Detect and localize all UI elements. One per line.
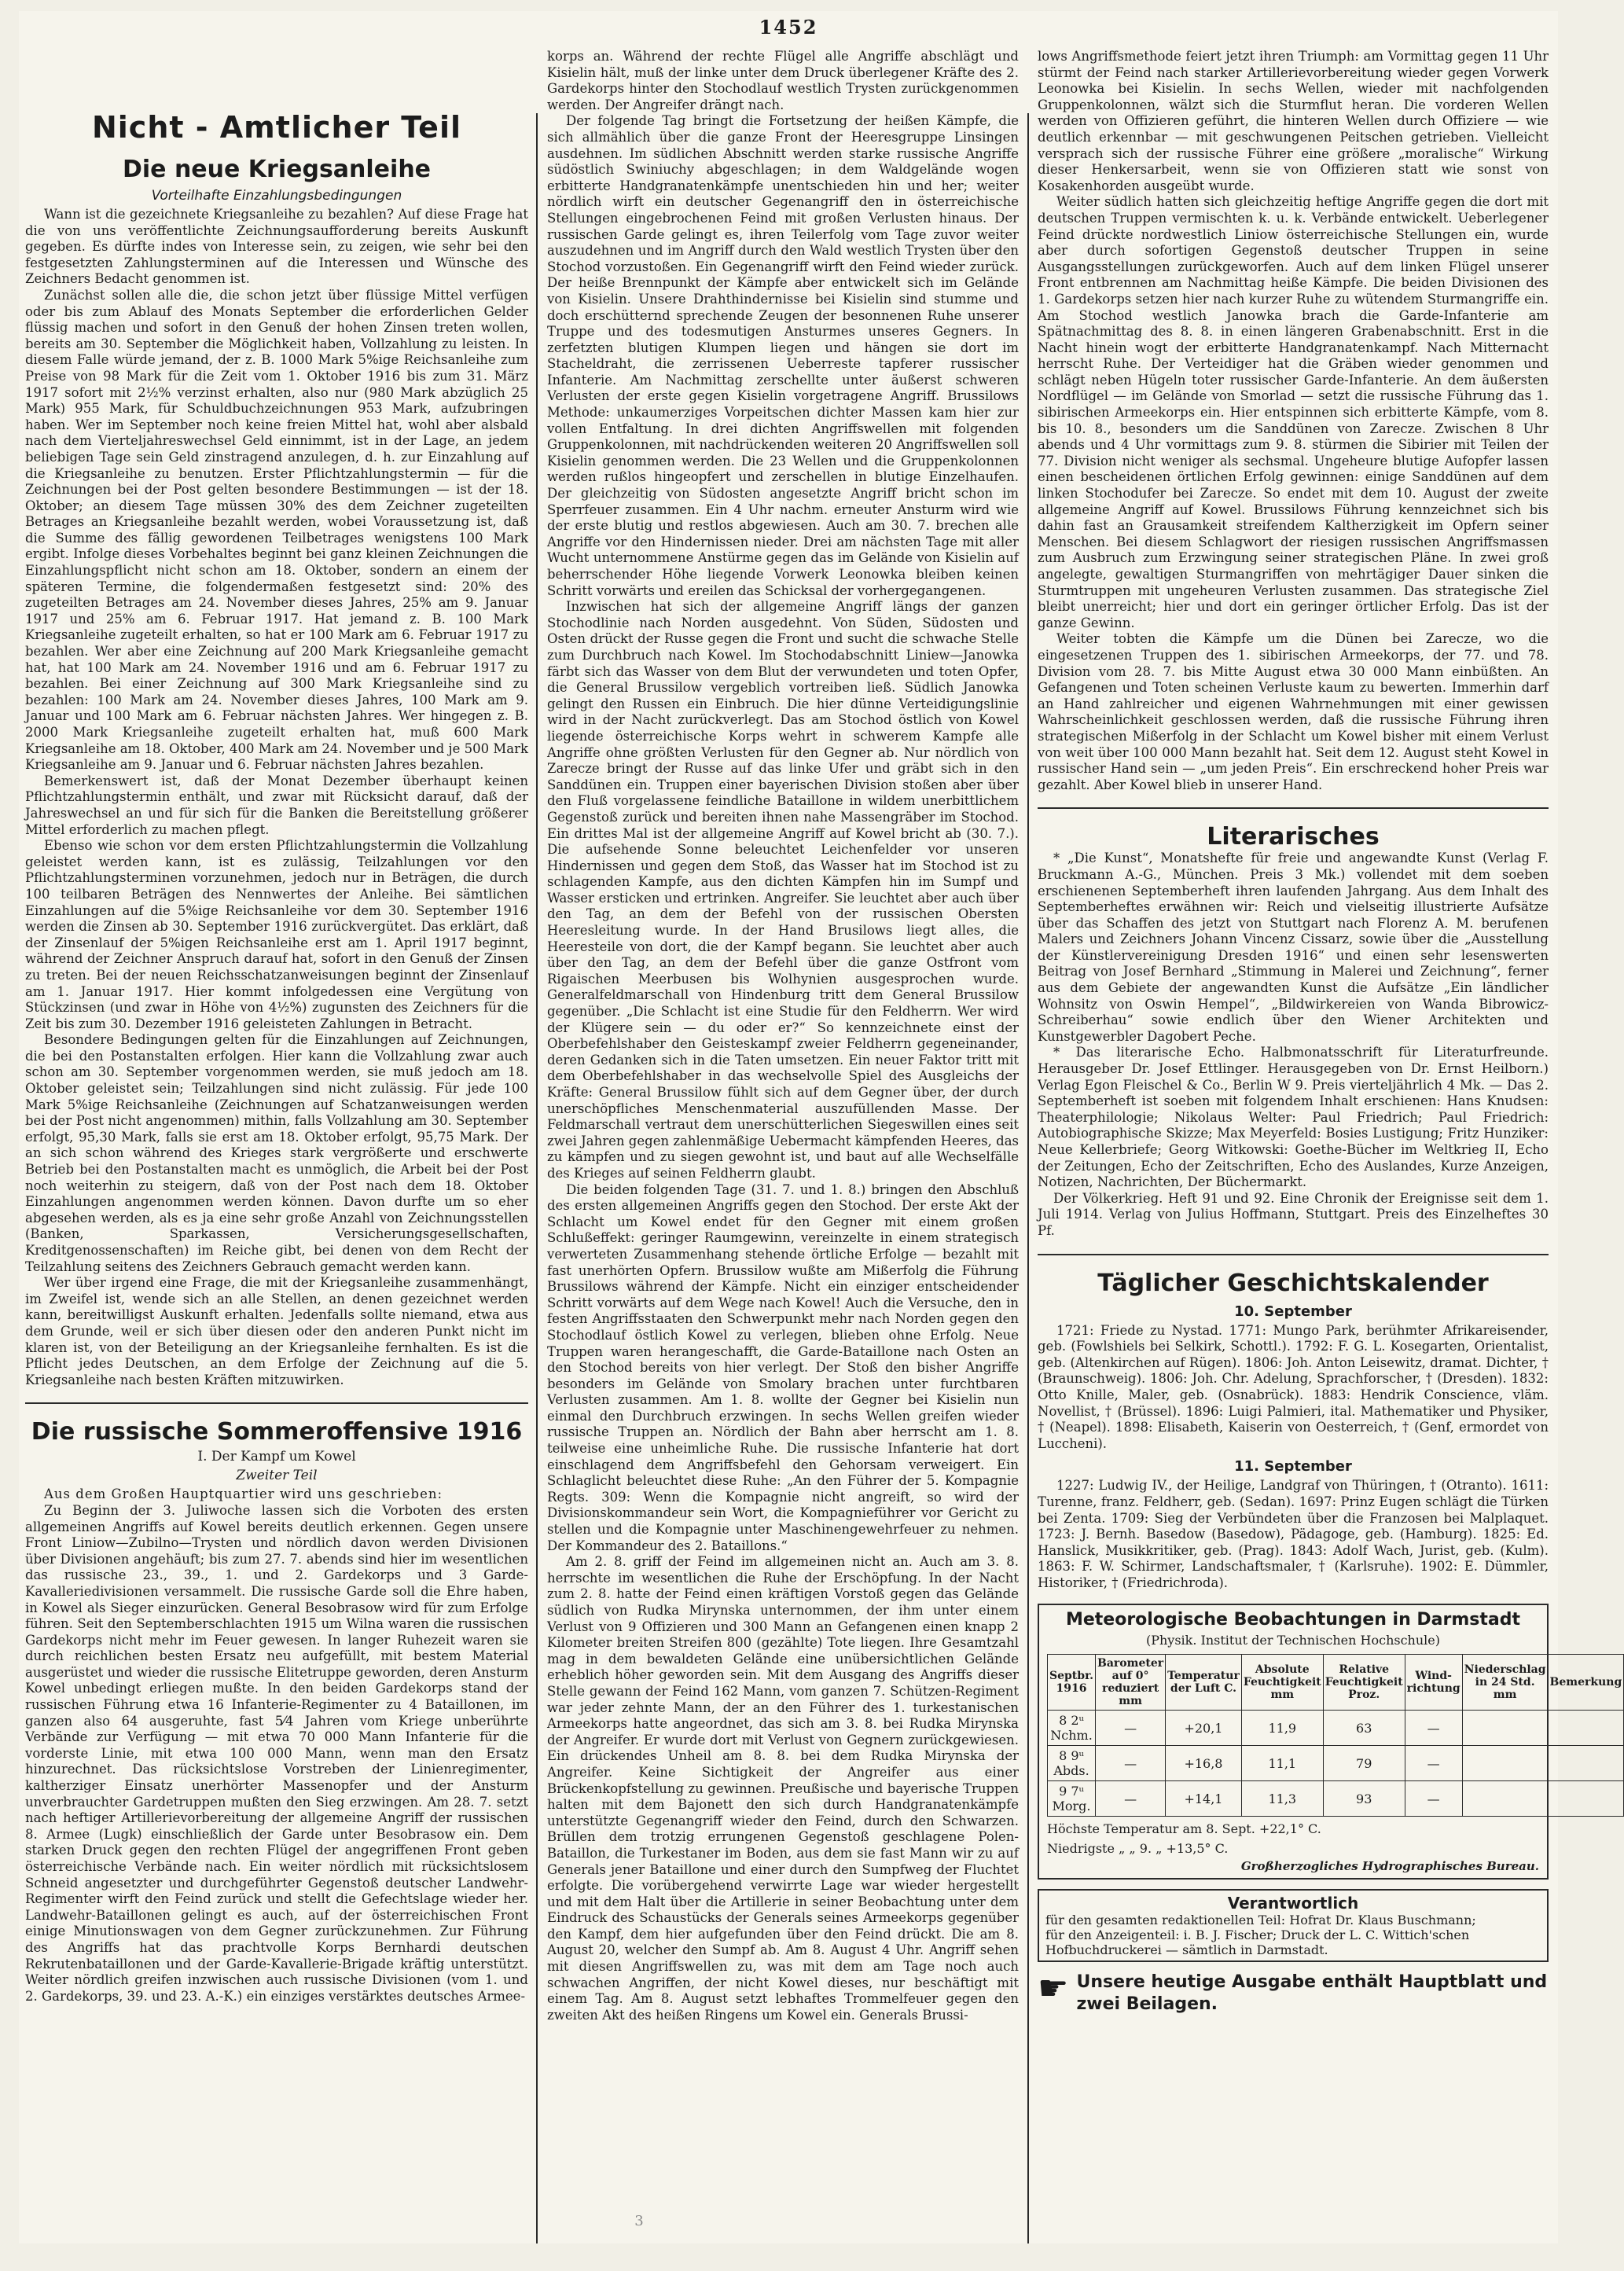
weather-subtitle: (Physik. Institut der Technischen Hochschule) — [1145, 1633, 1440, 1648]
table-cell: +16,8 — [1166, 1746, 1242, 1781]
column-header: Niederschlag in 24 Std. mm — [1462, 1655, 1548, 1711]
newspaper-page — [19, 11, 1622, 2243]
column-header: Wind-richtung — [1405, 1655, 1462, 1711]
calendar-entry: 1227: Ludwig IV., der Heilige, Landgraf von Thüringen, † (Otranto). 1611: Turenne, franz. Feldherr, geb. (Sedan). 1697: Prinz Eugen schlägt die Türken bei Zenta. 1709: Sieg der Verbündeten über die Franzosen bei Malplaquet. 1723: J. Bernh. Basedow (Basedow), Pädagoge, geb. (Hamburg). 1825: Ed. Hanslick, Musikkritiker, geb. (Prag). 1843: Adolf Wach, Jurist, geb. (Kulm). 1863: F. W. Schirmer, Landschaftsmaler, † (Karlsruhe). 1902: E. Dümmler, Historiker, † (Friedrichroda). — [1038, 1478, 1549, 1590]
edition-notice-text: Unsere heutige Ausgabe enthält Hauptblatt und zwei Beilagen. — [1076, 1972, 1548, 2015]
table-row — [1048, 1711, 1624, 1746]
table-cell — [1462, 1746, 1548, 1781]
paragraph: Wann ist die gezeichnete Kriegsanleihe zu bezahlen? Auf diese Frage hat die von uns veröffentlichte Zeichnungsaufforderung bereits Auskunft gegeben. Es dürfte indes von Interesse sein, zu zeigen, wie sehr bei den festgesetzten Zahlungsterminen auf die Interessen und Wünsche des Zeichners Bedacht genommen ist. — [25, 207, 528, 287]
column-header: Bemerkung — [1548, 1655, 1624, 1711]
paragraph: korps an. Während der rechte Flügel alle Angriffe abschlägt und Kisielin hält, muß der linke unter dem Druck überlegener Kräfte des 2. Gardekorps hinter den Stochodlauf westlich Trysten zurückgenommen werden. Der Angreifer drängt nach. — [547, 49, 1019, 112]
responsibility-line: für den gesamten redaktionellen Teil: Hofrat Dr. Klaus Buschmann; — [1045, 1913, 1476, 1928]
table-cell: 11,9 — [1241, 1711, 1323, 1746]
paragraph: Ebenso wie schon vor dem ersten Pflichtzahlungstermin die Vollzahlung geleistet werden kann, ist es zulässig, Teilzahlungen vor den Pflichtzahlungsterminen vorzunehmen, jedoch nur in Beträgen, die durch 100 teilbaren Beträgen des Nennwertes der Anleihe. Bei sämtlichen Einzahlungen auf die 5%ige Reichsanleihe vor dem 30. September 1916 werden die Zinsen ab 30. September 1916 zurückvergütet. Das erklärt, daß der Zinsenlauf der 5%igen Reichsanleihe erst am 1. April 1917 beginnt, während der Zeichner Anspruch darauf hat, sofort in den Genuß der Zinsen zu treten. Bei der neuen Reichsschatzanweisungen beginnt der Zinsenlauf am 1. Januar 1917. Hier kommt infolgedessen eine Vergütung von Stückzinsen (und zwar in Höhe von 4½%) zugunsten des Zeichners für die Zeit bis zum 30. Dezember 1916 geleisteten Zahlungen in Betracht. — [25, 838, 528, 1031]
paragraph: Der Völkerkrieg. Heft 91 und 92. Eine Chronik der Ereignisse seit dem 1. Juli 1914. Verlag von Julius Hoffmann, Stuttgart. Preis des Einzelheftes 30 Pf. — [1038, 1190, 1549, 1238]
article-title-kriegsanleihe: Die neue Kriegsanleihe — [122, 156, 432, 183]
table-cell: 11,1 — [1241, 1746, 1323, 1781]
edition-notice — [1038, 1968, 1549, 2016]
table-cell: +20,1 — [1166, 1711, 1242, 1746]
article-body-kriegsanleihe — [25, 207, 528, 1388]
paragraph: Die beiden folgenden Tage (31. 7. und 1. 8.) bringen den Abschluß des ersten allgemeinen Angriffs gegen den Stochod. Der erste Akt der Schlacht um Kowel endet für den Gegner mit einem großen Schlußeffekt: geringer Raumgewinn, vereinzelte in einem strategisch verwerteten Zusammenhang stehende örtliche Erfolge — bezahlt mit fast unerhörten Opfern. Brussilow wußte am Mißerfolg die Führung Brussilows während der Kämpfe. Nicht ein einziger entscheidender Schritt vorwärts auf dem Wege nach Kowel! Auch die Versuche, den in festen Angriffsstaaten den Schwerpunkt mehr nach Norden gegen den Stochodlauf östlich Kowel zu verlegen, blieben ohne Erfolg. Neue Truppen waren herangeschafft, die Garde-Bataillone nach Osten an den Stochod bereits von hier verlegt. Der Stoß den bisher Angriffe besonders im Gelände von Smolary brachen unter furchtbaren Verlusten zusammen. Am 1. 8. wollte der Gegner bei Kisielin nun einmal den Durchbruch erzwingen. In sechs Wellen greifen wieder russische Truppen an. Nördlich der Bahn aber herrscht am 1. 8. teilweise eine unheimliche Ruhe. Die russische Infanterie hat dort einschlagend dem Angriffsbefehl den Gehorsam verweigert. Ein Schlaglicht beleuchtet diese Ruhe: „An den Führer der 5. Kompagnie Regts. 309: Wenn die Kompagnie nicht angreift, so wird der Divisionskommandeur sein Wort, die Kompagnieführer vor Gericht zu stellen und die Kompagnie unter Maschinengewehrfeuer zu nehmen. Der Kommandeur des 2. Bataillons.“ — [547, 1181, 1019, 1553]
weather-box — [1038, 1604, 1622, 1880]
column-header: Absolute Feuchtigkeit mm — [1241, 1655, 1323, 1711]
table-row — [1048, 1746, 1624, 1781]
literary-section — [1038, 851, 1549, 1239]
paragraph: Weiter tobten die Kämpfe um die Dünen bei Zarecze, wo die eingesetzenen Truppen des 1. sibirischen Armeekorps, der 77. und 78. Division vom 28. 7. bis Mitte August etwa 30 000 Mann einbüßten. An Gefangenen und Toten scheinen Verluste kaum zu bewerten. Immerhin darf an Hand zahlreicher und eigenen Wahrnehmungen mit einer gewissen Wahrscheinlichkeit geschlossen werden, daß die russische Führung ihren strategischen Mißerfolg in der Schlacht um Kowel bisher mit einem Verlust von weit über 100 000 Mann bezahlt hat. Seit dem 12. August steht Kowel in russischer Hand sein — „um jeden Preis“. Ein erschreckend hoher Preis war gezahlt. Aber Kowel blieb in unserer Hand. — [1038, 631, 1549, 792]
paragraph: Zunächst sollen alle die, die schon jetzt über flüssige Mittel verfügen oder bis zum Ablauf des Monats September die erforderlichen Gelder flüssig machen und sofort in den Genuß der hohen Zinsen treten wollen, bereits am 30. September die Möglichkeit haben, Vollzahlung zu leisten. In diesem Falle würde jemand, der z. B. 1000 Mark 5%ige Reichsanleihe zum Preise von 98 Mark für die Zeit vom 1. Oktober 1916 bis zum 31. März 1917 sofort mit 2½% verzinst erhalten, also nur (980 Mark abzüglich 25 Mark) 955 Mark, für Schuldbuchzeichnungen 953 Mark, aufzubringen haben. Wer im September noch keine freien Mittel hat, wohl aber alsbald nach dem Vierteljahreswechsel Geld einnimmt, ist in der Lage, an jedem beliebigen Tage sein Geld zinstragend anzulegen, d. h. zur Einzahlung auf die Kriegsanleihe zu benutzen. Erster Pflichtzahlungstermin — für die Zeichnungen bei der Post gelten besondere Bestimmungen — ist der 18. Oktober; an diesem Tage müssen 30% des dem Zeichner zugeteilten Betrages an Kriegsanleihe bezahlt werden, wobei Voraussetzung ist, daß die Summe des fällig gewordenen Teilbetrages wenigstens 100 Mark ergibt. Infolge dieses Vorbehaltes beginnt bei ganz kleinen Zeichnungen die Einzahlungspflicht nicht schon am 18. Oktober, sondern an einem der späteren Termine, die folgendermaßen festgesetzt sind: 20% des zugeteilten Betrages am 24. November dieses Jahres, 25% am 9. Januar 1917 und 25% am 6. Februar 1917. Hat jemand z. B. 100 Mark Kriegsanleihe zugeteilt erhalten, so hat er 100 Mark am 6. Februar 1917 zu bezahlen. Wer aber eine Zeichnung auf 200 Mark Kriegsanleihe gemacht hat, hat 100 Mark am 24. November 1916 und am 6. Februar 1917 zu bezahlen. Bei einer Zeichnung auf 300 Mark Kriegsanleihe sind zu bezahlen: 100 Mark am 24. November dieses Jahres, 100 Mark am 9. Januar und 100 Mark am 6. Februar nächsten Jahres. Wer hingegen z. B. 2000 Mark Kriegsanleihe zugeteilt erhalten hat, muß 600 Mark Kriegsanleihe am 18. Oktober, 400 Mark am 24. November und je 500 Mark Kriegsanleihe am 9. Januar und 6. Februar nächsten Jahres bezahlen. — [25, 287, 528, 773]
divider — [1038, 807, 1549, 809]
calendar-day: 11. September — [1234, 1458, 1352, 1475]
page-number: 1452 — [759, 16, 818, 39]
paragraph: lows Angriffsmethode feiert jetzt ihren Triumph: am Vormittag gegen 11 Uhr stürmt der Feind nach starker Artillerievorbereitung wieder gegen Vorwerk Leonowka bei Kisielin. In sechs Wellen, wieder mit nachfolgenden Gruppenkolonnen, wälzt sich die Sturmflut heran. Die vorderen Wellen werden von Offizieren geführt, die hinteren Wellen durch Offiziere — wie deutlich erkennbar — mit geschwungenen Peitschen getrieben. Vielleicht versprach sich der russische Führer eine größere „moralische“ Wirkung dieser Henkersarbeit, wenn sie von Offizieren statt wie sonst von Kosakenhorden ausgeübt wurde. — [1038, 49, 1549, 193]
responsibility-box — [1038, 1889, 1549, 1962]
min-temperature: Niedrigste „ „ 9. „ +13,5° C. — [1047, 1841, 1229, 1857]
paragraph: Am 2. 8. griff der Feind im allgemeinen nicht an. Auch am 3. 8. herrschte im wesentlichen die Ruhe der Erschöpfung. In der Nacht zum 2. 8. hatte der Feind einen kräftigen Vorstoß gegen das Gelände südlich von Rudka Mirynska unternommen, der ihm unter einem Verlust von 9 Offizieren und 300 Mann an Gefangenen einen knapp 2 Kilometer breiten Streifen 800 (gezählte) Tote liegen. Ihre Gesamtzahl mag in dem bewaldeten Gelände eine unübersichtlichen Gelände erheblich höher geworden sein. Mit dem Ausgang des Angriffs dieser Stelle gewann der Feind 162 Mann, vom ganzen 7. Schützen-Regiment war jeder zehnte Mann, der an den Führer des 1. turkestanischen Armeekorps hatte angeordnet, das sich am 3. 8. bei Rudka Mirynska der Angreifer. Er wurde dort mit Verlust von Gegnern zurückgewiesen. Ein drückendes Unheil am 8. 8. bei dem Rudka Mirynska der Angreifer. Keine Sichtigkeit der Angreifer aus einer Brückenkopfstellung zu gewinnen. Preußische und bayerische Truppen halten mit dem Bajonett den sich durch Handgranatenkämpfe unterstützte Gegenangriff wieder den Feind, durch den Schwarzen. Brüllen dem trotzig errungenen Gegenstoß geschlagene Polen-Bataillon, die Turkestaner im Boden, aus dem sie fast Mann wir zu auf Generals jener Bataillone und einer durch den Sumpfweg der Fluchtet erfolgte. Die vorübergehend verwirrte Lage war wieder hergestellt und mit dem Halt über die Artillerie in seiner Beobachtung unter dem Eindruck des Schaustücks der Generals seines Armeekorps gegenüber den Kampf, dem hier aufgefunden über den Feind drückt. Die am 8. August 20, welcher den Sumpf ab. Am 8. August 4 Uhr. Angriff sehen mit diesen Angriffswellen zu, was mit dem am Tage noch auch schwachen Angriffen, der nicht Kowel dieses, nur beschäftigt mit einem Tag. Am 8. August setzt lebhaftes Trommelfeuer gegen den zweiten Akt des heißen Ringens um Kowel ein. Generals Brussi- — [547, 1554, 1019, 2023]
divider — [1038, 1254, 1549, 1255]
column-header: Septbr. 1916 — [1048, 1655, 1096, 1711]
paragraph: Besondere Bedingungen gelten für die Einzahlungen auf Zeichnungen, die bei den Postanstalten erfolgen. Hier kann die Vollzahlung zwar auch schon am 30. September vorgenommen werden, sie muß jedoch am 18. Oktober geleistet sein; Teilzahlungen sind nicht zulässig. Für jede 100 Mark 5%ige Reichsanleihe (Zeichnungen auf Schatzanweisungen werden bei der Post nicht angenommen) mithin, falls Vollzahlung am 30. September erfolgt, 95,30 Mark, falls sie erst am 18. Oktober erfolgt, 95,75 Mark. Der an sich schon während des Krieges stark vergrößerte und erschwerte Betrieb bei den Postanstalten macht es unmöglich, die Arbeit bei der Post noch weiterhin zu steigern, daß von der Post nach dem 18. Oktober Einzahlungen angenommen werden können. Davon durfte um so eher abgesehen werden, als es ja eine sehr große Anzahl von Zeichnungsstellen (Banken, Sparkassen, Versicherungsgesellschaften, Kreditgenossenschaften) im Reiche gibt, bei denen von dem Recht der Teilzahlung seitens des Zeichners Gebrauch gemacht werden kann. — [25, 1032, 528, 1274]
table-cell: 11,3 — [1241, 1781, 1323, 1817]
paragraph: Wer über irgend eine Frage, die mit der Kriegsanleihe zusammenhängt, im Zweifel ist, wende sich an alle Stellen, an denen gezeichnet werden kann, bereitwilligst Auskunft erhalten. Jedenfalls sollte niemand, etwa aus dem Grunde, weil er sich über diesen oder den anderen Punkt nicht im klaren ist, von der Beteiligung an der Kriegsanleihe fernhalten. Es ist die Pflicht jedes Deutschen, an dem Erfolge der Zeichnung auf die 5. Kriegsanleihe nach besten Kräften mitzuwirken. — [25, 1275, 528, 1387]
table-cell: 8 2ᵘ Nchm. — [1048, 1711, 1096, 1746]
paragraph: Zu Beginn der 3. Juliwoche lassen sich die Vorboten des ersten allgemeinen Angriffs auf Kowel bereits deutlich erkennen. Gegen unsere Front Liniow—Zubilno—Trysten und nördlich davon werden Divisionen über Divisionen angehäuft; bis zum 27. 7. abends sind hier im wesentlichen das russische 23., 39., 1. und 2. Gardekorps und 3 Garde-Kavalleriedivisionen versammelt. Die russische Garde soll die Ehre haben, in Kowel als Sieger einzurücken. General Besobrasow wird für zum Erfolge führen. Seit den Septemberschlachten 1915 um Wilna waren die russischen Gardekorps nicht mehr im Feuer gewesen. In langer Ruhezeit waren sie durch reichlichen besten Ersatz neu aufgefüllt, mit bestem Material ausgerüstet und wieder die russische Elitetruppe geworden, deren Ansturm Kowel unbedingt erliegen mußte. In den beiden Gardekorps stand der russischen Führung etwa 16 Infanterie-Regimenter zu 4 Bataillonen, im ganzen also 64 ausgeruhte, fast 5⁄4 Jahren vom Kriege unberührte Verbände zur Verfügung — mit etwa 70 000 Mann Infanterie für die vorderste Linie, mit etwa 100 000 Mann, wenn man den Ersatz hinzurechnet. Das rücksichtslose Vorstreben der Linienregimenter, kaltherziger Einsatz unerhörter Massenopfer und der Ansturm unverbrauchter Gardetruppen mußten den Sieg erzwingen. Am 28. 7. setzt nach heftiger Artillerievorbereitung der allgemeine Angriff der russischen 8. Armee (Lugk) einschließlich der Garde unter Besobrasow ein. Dem starken Druck gegen den rechten Flügel der angegriffenen Front geben österreichische Verbände nach. Ein weiter nördlich mit rücksichtslosem Schneid angesetzter und durchgeführter Gegenstoß deutscher Landwehr-Regimenter wirft den Feind zurück und stellt die Gefechtslage wieder her. Landwehr-Bataillonen gelingt es auch, auf der österreichischen Front einige Minutionswagen von dem Gegner zurückzunehmen. Zur Führung des Angriffs hat das prachtvolle Korps Bernhardi deutschen Rekrutenbataillonen und der Garde-Kavallerie-Brigade kräftig unterstützt. Weiter nördlich greifen inzwischen auch russische Divisionen (vom 1. und 2. Gardekorps, 39. und 23. A.-K.) ein einziges verstärktes deutsches Armee- — [25, 1502, 528, 2004]
article-subtitle-kriegsanleihe: Vorteilhafte Einzahlungsbedingungen — [151, 188, 402, 204]
column-2 — [547, 49, 1019, 2243]
table-cell: — — [1405, 1711, 1462, 1746]
article-subtitle-kowel: I. Der Kampf um Kowel — [197, 1449, 356, 1465]
column-3 — [1038, 49, 1622, 2243]
column-header: Relative Feuchtigkeit Proz. — [1323, 1655, 1405, 1711]
paragraph: Der folgende Tag bringt die Fortsetzung der heißen Kämpfe, die sich allmählich über die ganze Front der Heeresgruppe Linsingen ausdehnen. Im südlichen Abschnitt werden starke russische Angriffe südöstlich Swiniuchy abgeschlagen; in dem Waldgelände wogen erbitterte Handgranatenkämpfe unentschieden hin und her; weiter nördlich wirft ein deutscher Gegenangriff den in österreichische Stellungen eingebrochenen Feind mit großen Verlusten hinaus. Der russischen Garde gelingt es, ihren Teilerfolg vom Tage zuvor weiter auszudehnen und im Angriff durch den Wald westlich Trysten über den Stochod vorzustoßen. Ein Gegenangriff wirft den Feind wieder zurück. Der heiße Brennpunkt der Kämpfe aber entwickelt sich im Gelände von Kisielin. Unsere Drahthindernisse bei Kisielin sind stumme und doch erschütternd sprechende Zeugen der besonnenen Ruhe unserer Truppe und des todesmutigen Ansturmes unseres Gegners. In zerfetzten blutigen Klumpen liegen und hängen sie dort im Stacheldraht, die zerrissenen Ueberreste tapferer russischer Infanterie. Am Nachmittag zerschellte unter äußerst schweren Verlusten der erste gegen Kisielin vorgetragene Angriff. Brussilows Methode: unkaumerziges Vorpeitschen dichter Massen kam hier zur vollen Entfaltung. In drei dichten Angriffswellen mit folgenden Gruppenkolonnen, mit nachdrückenden weiteren 20 Angriffswellen soll Kisielin genommen werden. Die 23 Wellen und die Gruppenkolonnen werden rußlos hingeopfert und zerschellen in blutige Einzelhaufen. Der gleichzeitig von Südosten angesetzte Angriff bricht schon im Sperrfeuer zusammen. Ein 4 Uhr nachm. erneuter Ansturm wird wie der erste blutig und restlos abgewiesen. Auch am 30. 7. brechen alle Angriffe vor den Hindernissen nieder. Drei am nächsten Tage mit aller Wucht unternommene Anstürme gegen das im Gelände von Kisielin auf beherrschender Höhe liegende Vorwerk Leonowka bleiben keinen Schritt vorwärts und ereilen das Schicksal der vorhergegangenen. — [547, 113, 1019, 598]
article-title-sommeroffensive: Die russische Sommeroffensive 1916 — [31, 1418, 523, 1446]
table-cell: — — [1405, 1781, 1462, 1817]
table-cell — [1462, 1781, 1548, 1817]
table-cell: — — [1405, 1746, 1462, 1781]
column-1 — [25, 49, 528, 2243]
byline: Aus dem Großen Hauptquartier wird uns geschrieben: — [44, 1486, 443, 1502]
paragraph: Weiter südlich hatten sich gleichzeitig heftige Angriffe gegen die dort mit deutschen Truppen vermischten k. u. k. Verbände entwickelt. Ueberlegener Feind drückte nordwestlich Liniow österreichische Stellungen ein, wurde aber durch sofortigen Gegenstoß deutscher Truppen in seine Ausgangsstellungen zurückgeworfen. Auch auf dem linken Flügel unserer Front entbrennen am Nachmittag heiße Kämpfe. Die beiden Divisionen des 1. Gardekorps setzen hier nach kurzer Ruhe zu wütendem Sturmangriffe ein. Am Stochod westlich Janowka brach die Garde-Infanterie am Spätnachmittag des 8. 8. in einen längeren Grabenabschnitt. Erst in die Nacht hinein wogt der erbitterte Handgranatenkampf. Nach Mitternacht herrscht Ruhe. Der Verteidiger hat die Gräben wieder genommen und schlägt neben Hügeln toter russischer Garde-Infanterie. An dem äußersten Nordflügel — im Gelände von Smorlad — setzt die russische Führung das 1. sibirischen Armeekorps ein. Hier entspinnen sich erbitterte Kämpfe, vom 8. bis 10. 8., besonders um die Sanddünen von Zarecze. Zwischen 8 Uhr abends und 4 Uhr vormittags zum 9. 8. stürmen die Sibirier mit Teilen der 77. Division nicht weniger als sechsmal. Ungeheure blutige Aufopfer lassen einen bescheidenen örtlichen Erfolg gewinnen: einige Sanddünen auf dem linken Stochodufer bei Zarecze. So endet mit dem 10. August der zweite allgemeine Angriff auf Kowel. Brussilows Führung kennzeichnet sich bis dahin fast an Grausamkeit streifendem Kaltherzigkeit im Opfern seiner Menschen. Bei diesem Schlagwort der riesigen russischen Angriffsmassen zum Ausbruch zum Erzwingung seiner strategischen Pläne. In zwei groß angelegte, gewaltigen Sturmangriffen von mehrtägiger Dauer sinken die Sturmtruppen mit ungeheuren Verlusten zusammen. Das strategische Ziel bleibt unerreicht; hier und dort ein geringer örtlicher Erfolg. Das ist der ganze Gewinn. — [1038, 194, 1549, 630]
table-cell — [1548, 1746, 1624, 1781]
responsibility-line: für den Anzeigenteil: i. B. J. Fischer; Druck der L. C. Wittich'schen Hofbuchdruckerei — sämtlich in Darmstadt. — [1045, 1927, 1470, 1958]
table-row — [1048, 1781, 1624, 1817]
table-cell: +14,1 — [1166, 1781, 1242, 1817]
table-cell: 9 7ᵘ Morg. — [1048, 1781, 1096, 1817]
table-cell — [1548, 1711, 1624, 1746]
column-rule — [536, 113, 538, 2243]
section-title: Nicht - Amtlicher Teil — [91, 110, 462, 145]
table-cell — [1548, 1781, 1624, 1817]
calendar-title: Täglicher Geschichtskalender — [1097, 1269, 1489, 1297]
calendar-entry: 1721: Friede zu Nystad. 1771: Mungo Park, berühmter Afrikareisender, geb. (Fowlshiels bei Selkirk, Schottl.). 1792: F. G. L. Kosegarten, Orientalist, geb. (Altenkirchen auf Rügen). 1806: Joh. Anton Leisewitz, dramat. Dichter, † (Braunschweig). 1806: Joh. Chr. Adelung, Sprachforscher, † (Dresden). 1832: Otto Knille, Maler, geb. (Osnabrück). 1883: Hendrik Conscience, vläm. Novellist, † (Brüssel). 1896: Luigi Palmieri, ital. Mathematiker und Physiker, † (Neapel). 1898: Elisabeth, Kaiserin von Oesterreich, † (Genf, ermordet von Luccheni). — [1038, 1322, 1549, 1451]
bureau-credit: Großherzogliches Hydrographisches Bureau. — [1240, 1859, 1539, 1874]
table-cell: 79 — [1323, 1746, 1405, 1781]
paragraph: Bemerkenswert ist, daß der Monat Dezember überhaupt keinen Pflichtzahlungstermin enthält, und zwar mit Rücksicht darauf, daß der Jahreswechsel an und für sich für die Banken die Bereitstellung größerer Mittel erforderlich zu machen pflegt. — [25, 773, 528, 837]
pointing-hand-icon: ☛ — [1038, 1968, 1069, 2009]
bottom-mark: 3 — [634, 2213, 644, 2229]
weather-title: Meteorologische Beobachtungen in Darmstadt — [1065, 1610, 1521, 1630]
table-cell: 63 — [1323, 1711, 1405, 1746]
calendar-day: 10. September — [1234, 1303, 1352, 1320]
literary-title: Literarisches — [1207, 823, 1380, 851]
paragraph: * Das literarische Echo. Halbmonatsschrift für Literaturfreunde. Herausgeber Dr. Josef Ettlinger. Herausgegeben von Dr. Ernst Heilborn.) Verlag Egon Fleischel & Co., Berlin W 9. Preis vierteljährlich 4 Mk. — Das 2. Septemberheft ist soeben mit folgendem Inhalt erschienen: Hans Knudsen: Theaterphilologie; Nikolaus Welter: Paul Friedrich; Paul Friedrich: Autobiographische Skizze; Max Meyerfeld: Bosies Lustigung; Fritz Hunziker: Neue Kellerbriefe; Georg Witkowski: Goethe-Bücher im Weltkrieg II, Echo der Zeitungen, Echo der Zeitschriften, Echo des Auslandes, Kurze Anzeigen, Notizen, Nachrichten, Der Büchermarkt. — [1038, 1045, 1549, 1190]
table-cell — [1462, 1711, 1548, 1746]
table-cell: 8 9ᵘ Abds. — [1048, 1746, 1096, 1781]
article-part: Zweiter Teil — [236, 1468, 318, 1484]
column-header: Barometer auf 0° reduziert mm — [1096, 1655, 1166, 1711]
table-cell: 93 — [1323, 1781, 1405, 1817]
paragraph: * „Die Kunst“, Monatshefte für freie und angewandte Kunst (Verlag F. Bruckmann A.-G., München. Preis 3 Mk.) vollendet mit dem soeben erschienenen Septemberheft ihren laufenden Jahrgang. Aus dem Inhalt des Septemberheftes erwähnen wir: Reich und vielseitig illustrierte Aufsätze über das Schaffen des jetzt von Stuttgart nach Florenz A. M. berufenen Malers und Zeichners Johann Vincenz Cissarz, sowie über die „Ausstellung der Künstlervereinigung Dresden 1916“ und einen sehr lesenswerten Beitrag von Josef Bernhard „Stimmung in Malerei und Zeichnung“, ferner aus dem Gebiete der angewandten Kunst die Aufsätze „Ein ländlicher Wohnsitz von Oswin Hempel“, „Bildwirkereien von Wanda Bibrowicz-Schreiberhau“ sowie endlich über den Wiener Architekten und Kunstgewerbler Dagobert Peche. — [1038, 851, 1549, 1044]
weather-table — [1047, 1654, 1624, 1817]
table-cell: — — [1096, 1746, 1166, 1781]
divider — [25, 1402, 528, 1404]
responsibility-title: Verantwortlich — [1227, 1894, 1359, 1913]
table-header-row — [1048, 1655, 1624, 1711]
column-header: Temperatur der Luft C. — [1166, 1655, 1242, 1711]
table-cell: — — [1096, 1711, 1166, 1746]
max-temperature: Höchste Temperatur am 8. Sept. +22,1° C. — [1047, 1821, 1321, 1837]
paragraph: Inzwischen hat sich der allgemeine Angriff längs der ganzen Stochodlinie nach Norden ausgedehnt. Von Süden, Südosten und Osten drückt der Russe gegen die Front und sucht die schwache Stelle zum Durchbruch nach Kowel. Im Stochodabschnitt Liniew—Janowka färbt sich das Wasser von dem Blut der verwundeten und toten Opfer, die General Brussilow vergeblich vortreiben ließ. Südlich Janowka gelingt den Russen ein Einbruch. Die hier dünne Verteidigungslinie wird in der Nacht zurückverlegt. Das am Stochod östlich von Kowel liegende österreichische Korps wehrt in schwerem Kampfe alle Angriffe ohne größten Verlusten für den Gegner ab. Nur nördlich von Zarecze bringt der Russe auf das linke Ufer und gräbt sich in den Sanddünen ein. Truppen einer bayerischen Division stoßen aber über den Fluß vorgelassene feindliche Bataillone in wildem unerbittlichem Gegenstoß zurück und bereiten ihnen nahe Massengräber im Stochod. Ein drittes Mal ist der allgemeine Angriff auf Kowel bricht ab (30. 7.). Die aufsehende Sonne beleuchtet Leichenfelder vor unseren Hindernissen und gegen dem Stoß, das Wasser hat im Stochod ist zu schlagenden Kampfe, aus den dichten Kämpfen hin im Sumpf und Wasser ersticken und ertrinken. Angreifer. Sie leuchtet aber auch über den Tag, an dem der Befehl von der russischen Obersten Heeresleitung wurde. In der Hand Brusilows liegt alles, die Heeresteile von dort, die der Kampf begann. Sie leuchtet aber auch über den Tag, an dem der Befehl über die ganze Ostfront vom Rigaischen Meerbusen bis Wolhynien ausgesprochen wurde. Generalfeldmarschall von Hindenburg tritt dem General Brussilow gegenüber. „Die Schlacht ist eine Studie für den Feldherrn. Wer wird der Klügere sein — du oder er?“ So kennzeichnete einst der Oberbefehlshaber den Geisteskampf zweier Feldherrn gegeneinander, deren Gedanken sich in die Taten umsetzen. Ein neuer Faktor tritt mit dem Oberbefehlshaber in das wechselvolle Spiel des Ausgleichs der Kräfte: General Brussilow fühlt sich auf dem Gegner über, der durch unerschöpfliches Menschenmaterial auszufüllenden Masse. Der Feldmarschall vertraut dem unerschütterlichen Siegeswillen eines seit zwei Jahren gegen zahlenmäßige Uebermacht kämpfenden Heeres, das zu kämpfen und zu siegen gewohnt ist, und baut auf alle Wechselfälle des Krieges auf seinen Feldherrn glaubt. — [547, 599, 1019, 1181]
table-cell: — — [1096, 1781, 1166, 1817]
column-rule — [1027, 113, 1029, 2243]
